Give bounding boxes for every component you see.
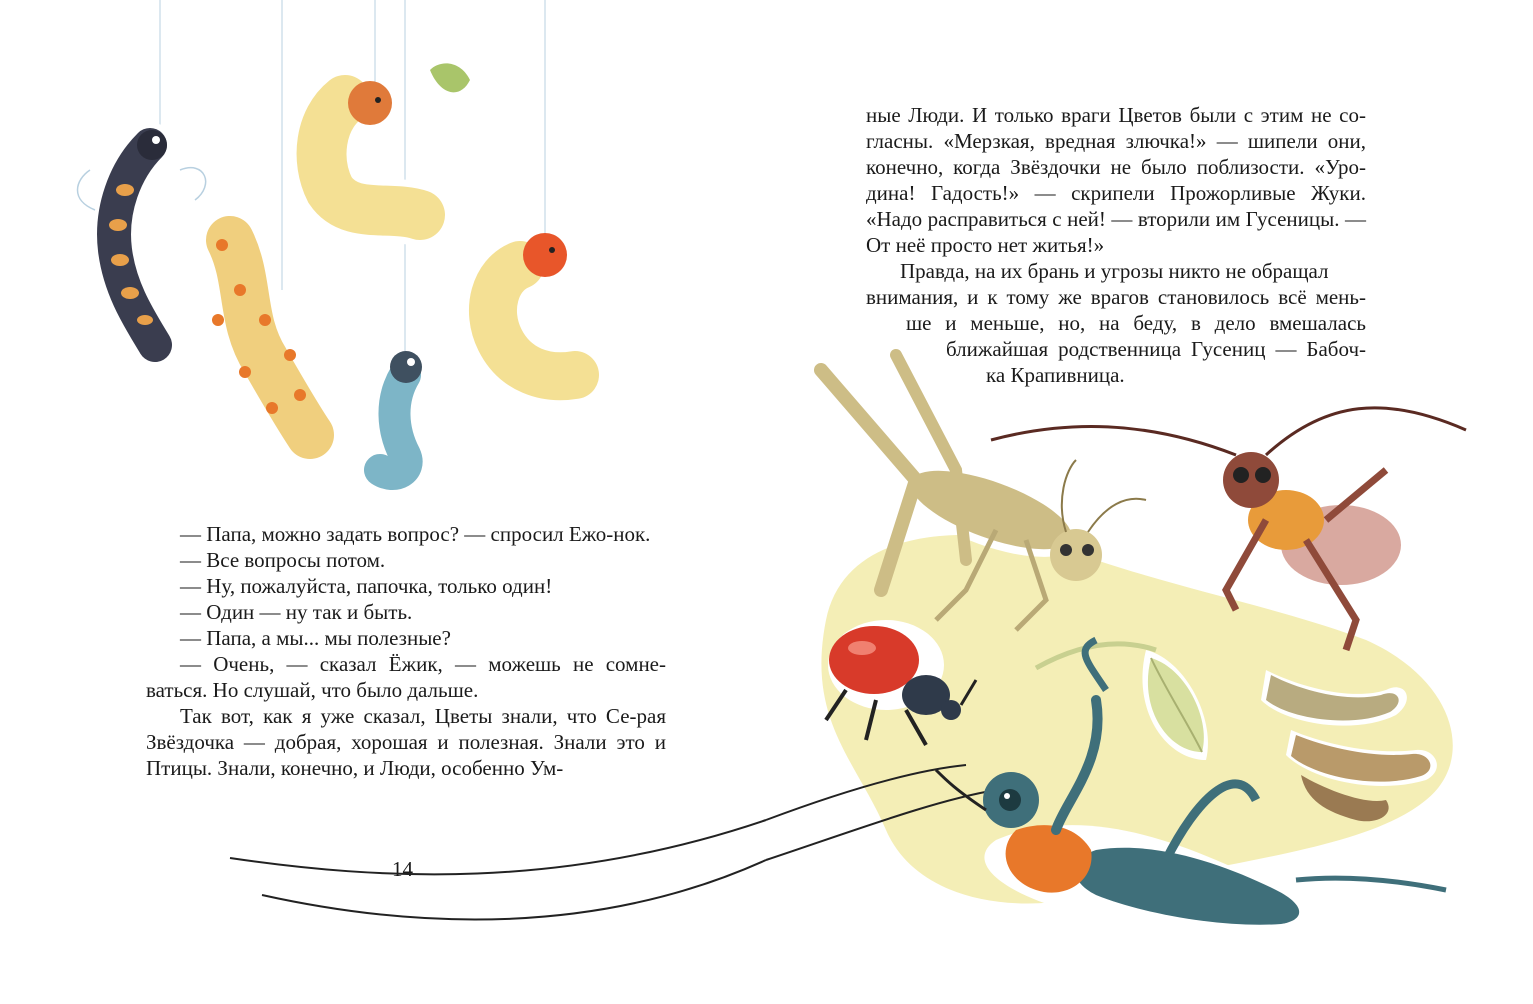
paragraph: — Один — ну так и быть. — [180, 600, 413, 624]
paragraph: Так вот, как я уже сказал, Цветы знали, что Се-рая Звёздочка — добрая, хорошая и полезная. Знали это и Птицы. Знали, конечно, и Люди, особенно Ум- — [146, 704, 666, 780]
right-page-text — [866, 102, 1366, 388]
right-page — [766, 0, 1533, 1004]
paragraph: — Все вопросы потом. — [180, 548, 386, 572]
text-line: ближайшая родственница Гусениц — Бабоч- — [946, 337, 1366, 361]
page-number: 14 — [392, 857, 413, 881]
text-line: внимания, и к тому же врагов становилось всё мень- — [866, 285, 1366, 309]
text-line: Правда, на их брань и угрозы никто не обращал — [900, 259, 1329, 283]
left-page — [0, 0, 766, 1004]
paragraph: — Ну, пожалуйста, папочка, только один! — [180, 574, 553, 598]
text-line: ше и меньше, но, на беду, в дело вмешалась — [906, 311, 1366, 335]
paragraph: — Очень, — сказал Ёжик, — можешь не сомне-ваться. Но слушай, что было дальше. — [146, 652, 666, 702]
paragraph: — Папа, можно задать вопрос? — спросил Ежо-нок. — [180, 522, 651, 546]
paragraph: ные Люди. И только враги Цветов были с этим не со-гласны. «Мерзкая, вредная злючка!» — шипели они, конечно, когда Звёздочки не было поблизости. «Уро-дина! Гадость!» — скрипели Прожорливые Жуки. «Надо расправиться с ней! — вторили им Гусеницы. — От неё просто нет житья!» — [866, 103, 1366, 257]
beetle-antennae — [0, 0, 766, 1004]
text-line: ка Крапивница. — [986, 363, 1125, 387]
paragraph: — Папа, а мы... мы полезные? — [180, 626, 451, 650]
